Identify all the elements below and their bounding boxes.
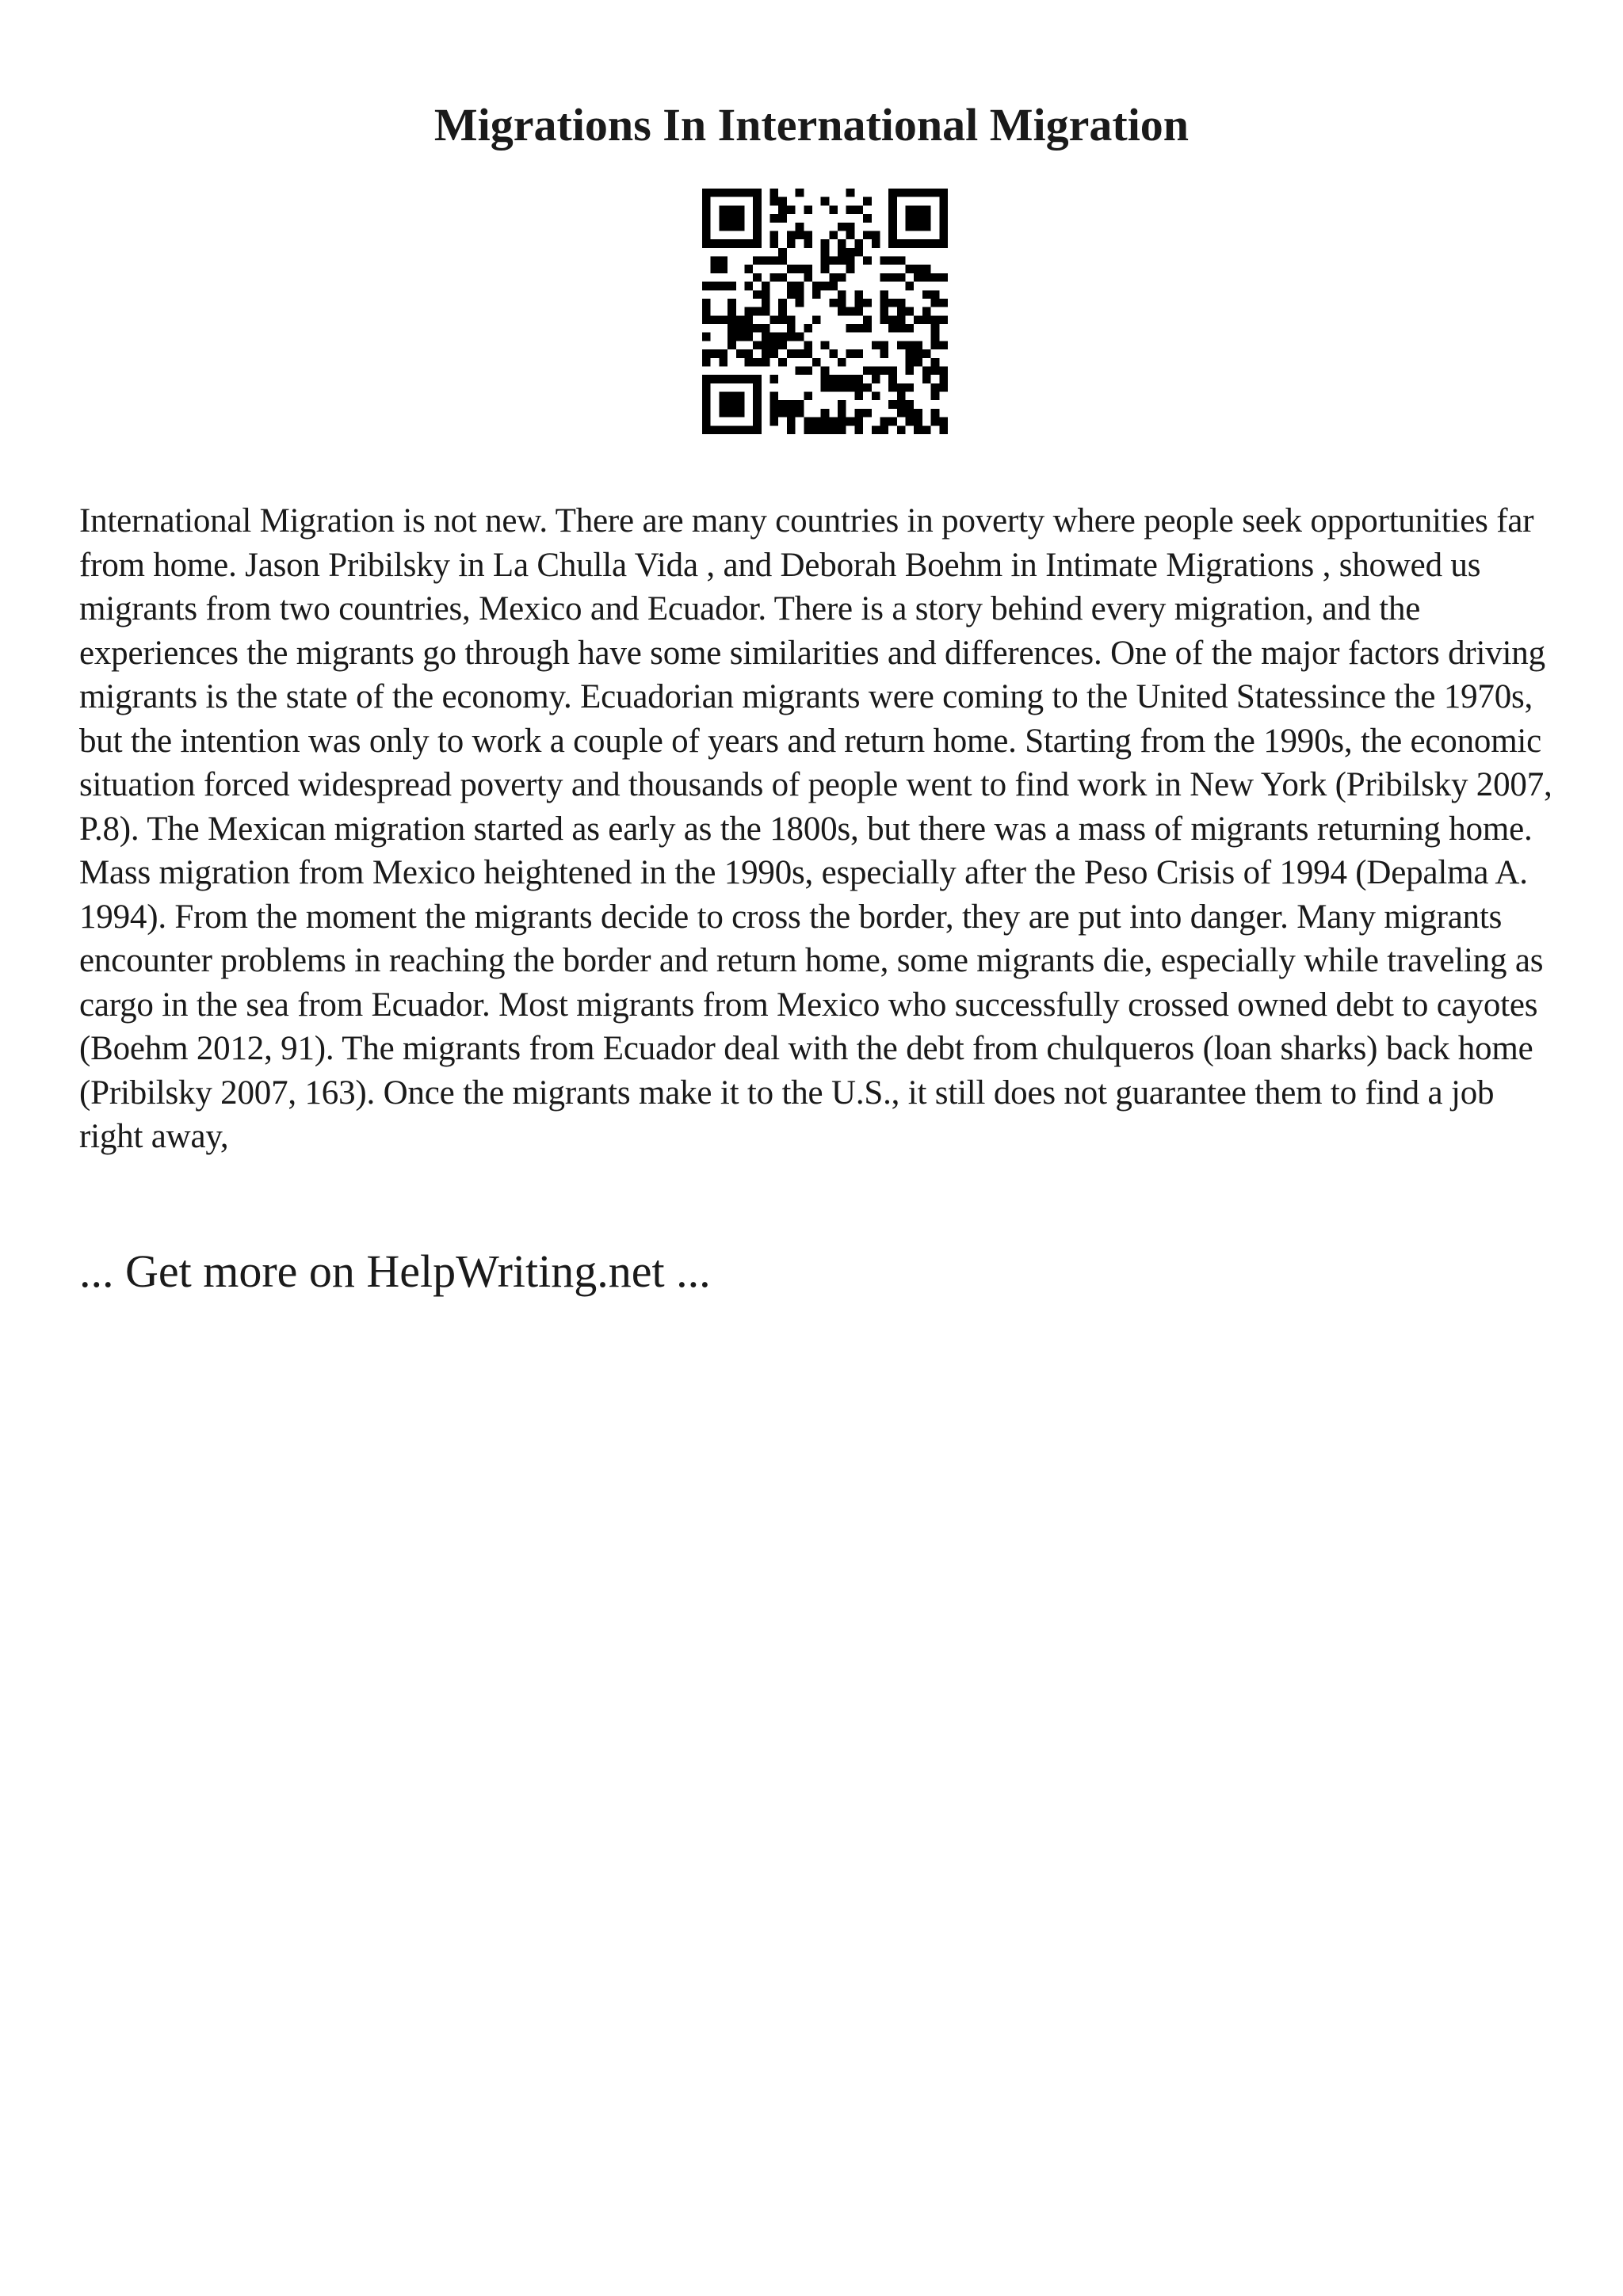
qr-code-icon xyxy=(702,189,948,434)
get-more-link[interactable]: ... Get more on HelpWriting.net ... xyxy=(79,1245,711,1297)
document-title: Migrations In International Migration xyxy=(433,99,1190,151)
body-paragraph: International Migration is not new. There are many countries in poverty where people seek opportunities far from home. Jason Pribilsky in La Chulla Vida , and Deborah Boehm in Intimate Migrations , showed us migrants from two countries, Mexico and Ecuador. There is a story behind every migration, and the experiences the migrants go through have some similarities and differences. One of the major factors driving migrants is the state of the economy. Ecuadorian migrants were coming to the United Statessince the 1970s, but the intention was only to work a couple of years and return home. Starting from the 1990s, the economic situation forced widespread poverty and thousands of people went to find work in New York (Pribilsky 2007, P.8). The Mexican migration started as early as the 1800s, but there was a mass of migrants returning home. Mass migration from Mexico heightened in the 1990s, especially after the Peso Crisis of 1994 (Depalma A. 1994). From the moment the migrants decide to cross the border, they are put into danger. Many migrants encounter problems in reaching the border and return home, some migrants die, especially while traveling as cargo in the sea from Ecuador. Most migrants from Mexico who successfully crossed owned debt to cayotes (Boehm 2012, 91). The migrants from Ecuador deal with the debt from chulqueros (loan sharks) back home (Pribilsky 2007, 163). Once the migrants make it to the U.S., it still does not guarantee them to find a job right away, xyxy=(79,502,1552,1155)
